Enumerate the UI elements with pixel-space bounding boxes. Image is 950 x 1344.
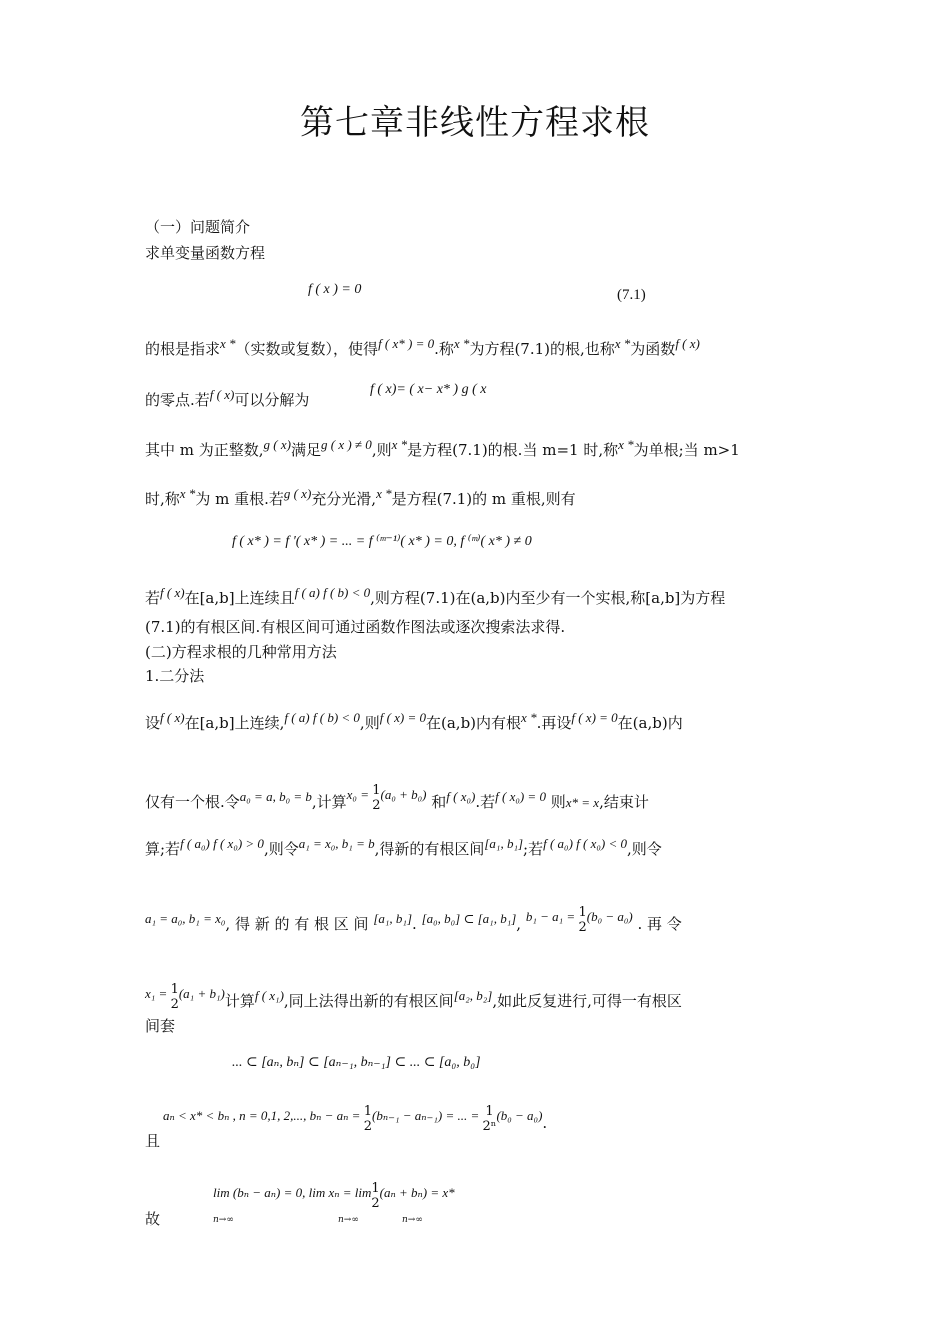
fraction-half: 1 2 (371, 1181, 380, 1211)
paragraph-text: 算;若f ( a₀) f ( x₀) > 0,则令a₁ = x₀, b₁ = b,得新的有根区间[a₁, b₁];若f ( a₀) f ( x₀) < 0,则令 (145, 836, 662, 858)
limit-subscript: n→∞ (338, 1215, 359, 1225)
fraction-half: 1 2 (578, 905, 587, 935)
paragraph-text: a₁ = a₀, b₁ = x₀, 得 新 的 有 根 区 间 [a₁, b₁]. [a₀, b₀] ⊂ [a₁, b₁], b₁ − a₁ = 1 2 (b₀ − a₀) . 再 令 (145, 905, 682, 935)
limit-equation: lim (bₙ − aₙ) = 0, lim xₙ = lim 1 2 (aₙ + bₙ) = x* (213, 1181, 455, 1211)
equation-7-1: f ( x ) = 0 (308, 282, 362, 297)
section-heading-2: (二)方程求根的几种常用方法 (145, 643, 337, 661)
fraction-half: 1 2 (363, 1104, 372, 1134)
paragraph-text: 的零点.若f ( x)可以分解为 (145, 387, 310, 409)
equation-number: (7.1) (617, 287, 646, 303)
paragraph-text: 且 (145, 1132, 161, 1150)
nested-interval-chain: ... ⊂ [aₙ, bₙ] ⊂ [aₙ₋₁, bₙ₋₁] ⊂ ... ⊂ [a₀, b₀] (232, 1055, 481, 1070)
limit-subscript: n→∞ (213, 1215, 234, 1225)
derivative-equation: f ( x* ) = f '( x* ) = ... = f ⁽ᵐ⁻¹⁾( x* ) = 0, f ⁽ᵐ⁾( x* ) ≠ 0 (232, 534, 532, 549)
paragraph-text: 求单变量函数方程 (145, 244, 266, 262)
chapter-title: 第七章非线性方程求根 (300, 103, 650, 143)
paragraph-text: x₁ = 1 2 (a₁ + b₁)计算f ( x₁),同上法得出新的有根区间[a₂, b₂],如此反复进行,可得一有根区 (145, 982, 682, 1012)
limit-subscript: n→∞ (402, 1215, 423, 1225)
fraction-half-power: 1 2ⁿ (482, 1104, 497, 1134)
paragraph-text: 间套 (145, 1017, 176, 1035)
section-heading-1: （一）问题简介 (145, 218, 251, 236)
subsection-heading: 1.二分法 (145, 667, 205, 685)
paragraph-text: 若f ( x)在[a,b]上连续且f ( a) f ( b) < 0,则方程(7.1)在(a,b)内至少有一个实根,称[a,b]为方程 (145, 585, 726, 607)
interval-length-equation: aₙ < x* < bₙ , n = 0,1, 2,..., bₙ − aₙ = 1 2 (bₙ₋₁ − aₙ₋₁) = ... = 1 2ⁿ (b₀ − a₀). (163, 1104, 548, 1134)
fraction-half: 1 2 (372, 783, 381, 813)
paragraph-text: 其中 m 为正整数,g ( x)满足g ( x ) ≠ 0,则x *是方程(7.1)的根.当 m=1 时,称x *为单根;当 m>1 (145, 437, 740, 459)
paragraph-text: 设f ( x)在[a,b]上连续,f ( a) f ( b) < 0,则f ( x) = 0在(a,b)内有根x *.再设f ( x) = 0在(a,b)内 (145, 710, 683, 732)
paragraph-text: 时,称x *为 m 重根.若g ( x)充分光滑,x *是方程(7.1)的 m 重根,则有 (145, 486, 576, 508)
paragraph-text: (7.1)的有根区间.有根区间可通过函数作图法或逐次搜索法求得. (145, 618, 566, 636)
fraction-half: 1 2 (170, 982, 179, 1012)
paragraph-text: 仅有一个根.令a₀ = a, b₀ = b,计算x₀ = 1 2 (a₀ + b₀) 和f ( x₀).若f ( x₀) = 0 则x* = x,结束计 (145, 783, 649, 813)
paragraph-text: 故 (145, 1210, 161, 1228)
factorization-equation: f ( x)= ( x− x* ) g ( x (370, 382, 487, 397)
paragraph-text: 的根是指求x *（实数或复数），使得f ( x* ) = 0.称x *为方程(7.1)的根,也称x *为函数f ( x) (145, 336, 700, 358)
